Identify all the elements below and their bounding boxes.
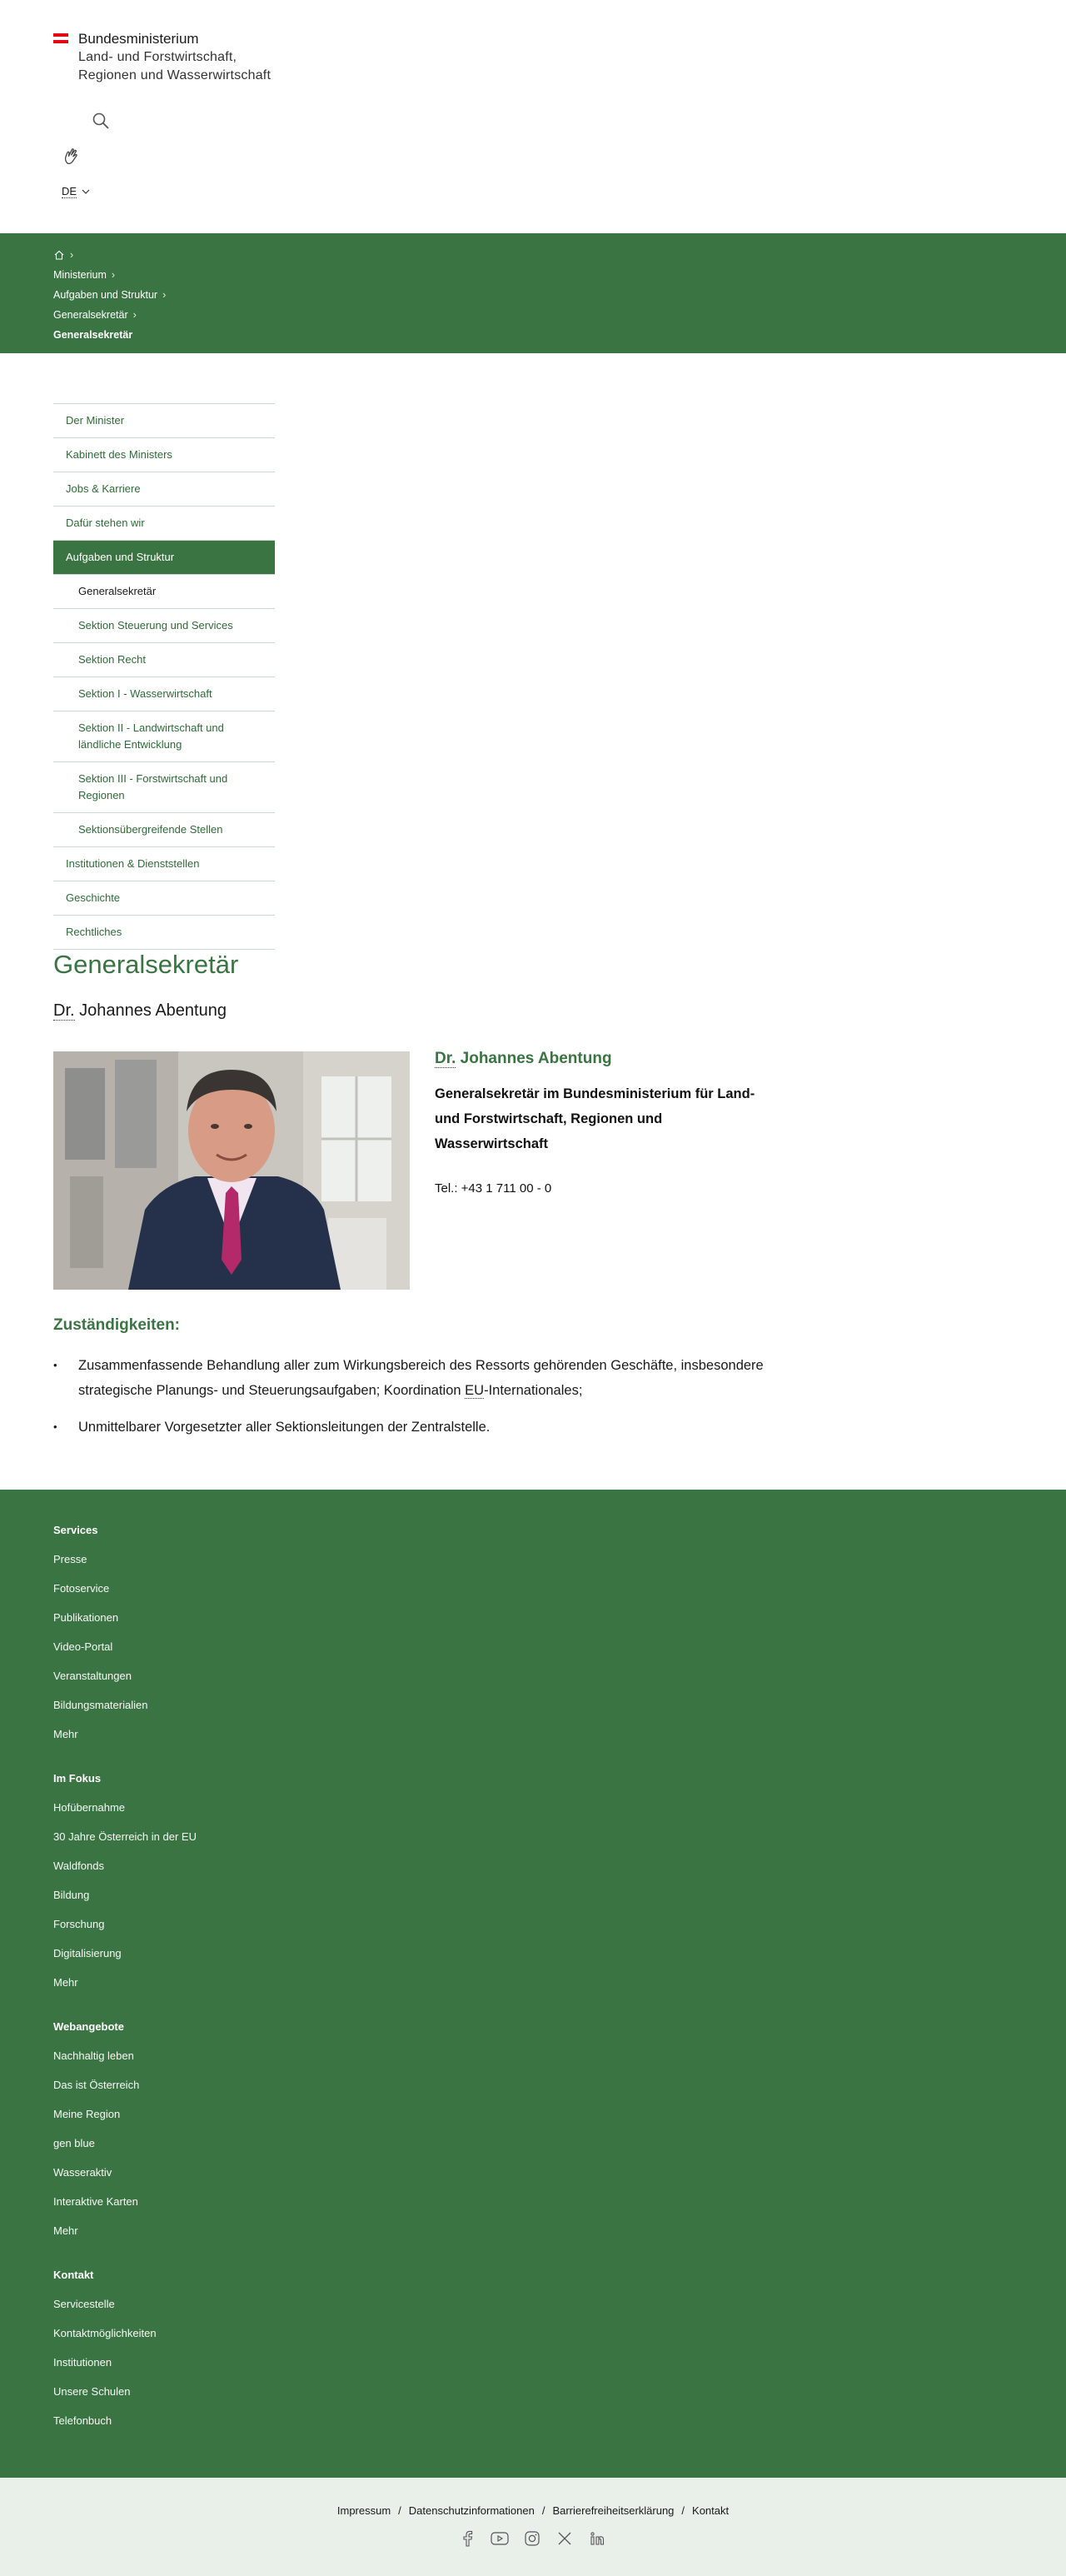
breadcrumb [0, 233, 1066, 353]
facebook-icon[interactable] [458, 2529, 476, 2548]
sidebar-item-sektion-3[interactable]: Sektion III - Forstwirtschaft und Regionen [53, 761, 275, 812]
footer-link[interactable]: Wasseraktiv [53, 2166, 112, 2179]
responsibilities-title: Zuständigkeiten: [53, 1316, 181, 1334]
footer-link[interactable]: Hofübernahme [53, 1801, 125, 1814]
footer-link[interactable]: Waldfonds [53, 1860, 104, 1872]
card-phone[interactable]: Tel.: +43 1 711 00 - 0 [435, 1181, 552, 1196]
legal-link-impressum[interactable]: Impressum [336, 2504, 391, 2517]
legal-link-kontakt[interactable]: Kontakt [692, 2504, 730, 2517]
footer-link[interactable]: Fotoservice [53, 1582, 110, 1595]
footer-webangebote [53, 2013, 139, 2245]
footer-kontakt [53, 2261, 157, 2435]
sidebar-nav [53, 403, 275, 950]
breadcrumb-item[interactable]: Ministerium › [53, 265, 1066, 285]
chevron-right-icon: › [70, 249, 74, 261]
sidebar-item-jobs[interactable]: Jobs & Karriere [53, 472, 275, 506]
footer-link[interactable]: Kontaktmöglichkeiten [53, 2327, 157, 2339]
person-card [435, 1050, 768, 1196]
footer-heading: Kontakt [53, 2269, 94, 2281]
footer-link[interactable]: Digitalisierung [53, 1947, 122, 1959]
breadcrumb-home[interactable] [53, 245, 1066, 265]
footer-link[interactable]: Nachhaltig leben [53, 2049, 134, 2062]
breadcrumb-item[interactable]: Aufgaben und Struktur › [53, 285, 1066, 305]
footer-heading: Webangebote [53, 2020, 124, 2033]
linkedin-icon[interactable] [588, 2529, 606, 2548]
footer-link[interactable]: Publikationen [53, 1611, 119, 1624]
sidebar-item-sektion-2[interactable]: Sektion II - Landwirtschaft und ländliche Entwicklung [53, 711, 275, 761]
list-item: • Zusammenfassende Behandlung aller zum Wirkungsbereich des Ressorts gehörenden Geschäfte, insbesondere strategische Planungs- und Steuerungsaufgaben; Koordination EU-Internationales; [53, 1353, 786, 1403]
footer-link[interactable]: 30 Jahre Österreich in der EU [53, 1830, 197, 1843]
footer-link[interactable]: Bildungsmaterialien [53, 1699, 148, 1711]
card-role: Generalsekretär im Bundesministerium für Land- und Forstwirtschaft, Regionen und Wasserwirtschaft [435, 1086, 755, 1151]
sidebar-item-dafuer-stehen-wir[interactable]: Dafür stehen wir [53, 506, 275, 540]
youtube-icon[interactable] [491, 2529, 509, 2548]
footer-im-fokus [53, 1765, 197, 1997]
portrait-photo [53, 1051, 410, 1290]
footer-services [53, 1516, 147, 1749]
footer-link[interactable]: Telefonbuch [53, 2414, 112, 2427]
footer-link[interactable]: Bildung [53, 1889, 90, 1901]
footer-link[interactable]: Presse [53, 1553, 87, 1565]
search-icon[interactable] [92, 112, 110, 130]
card-person-name: Dr. Johannes Abentung [435, 1050, 612, 1067]
breadcrumb-item[interactable]: Generalsekretär › [53, 305, 1066, 325]
title-abbreviation: Dr. [53, 1001, 75, 1020]
footer-link[interactable]: Veranstaltungen [53, 1670, 132, 1682]
chevron-right-icon: › [111, 269, 116, 281]
footer-link[interactable]: Institutionen [53, 2356, 112, 2369]
footer-link[interactable]: Mehr [53, 1728, 78, 1740]
card-title-abbreviation: Dr. [435, 1050, 456, 1067]
list-item: • Unmittelbarer Vorgesetzter aller Sektionsleitungen der Zentralstelle. [53, 1415, 786, 1440]
language-selector[interactable] [62, 185, 90, 198]
legal-link-barrierefreiheit[interactable]: Barrierefreiheitserklärung [552, 2504, 675, 2517]
person-name: Johannes Abentung [79, 1001, 227, 1020]
breadcrumb-current: Generalsekretär [53, 329, 133, 341]
footer-link[interactable]: Servicestelle [53, 2298, 115, 2310]
legal-links: Impressum / Datenschutzinformationen / Barrierefreiheitserklärung / Kontakt [336, 2504, 730, 2517]
footer-link[interactable]: Forschung [53, 1918, 105, 1930]
chevron-right-icon: › [162, 289, 167, 301]
chevron-down-icon [82, 189, 90, 194]
site-header [0, 0, 1066, 233]
footer-link[interactable]: Interaktive Karten [53, 2195, 138, 2208]
footer-heading: Im Fokus [53, 1772, 102, 1785]
sidebar-item-sektion-steuerung[interactable]: Sektion Steuerung und Services [53, 608, 275, 642]
social-links [458, 2529, 620, 2548]
chevron-right-icon: › [132, 309, 137, 321]
legal-bar [0, 2478, 1066, 2576]
footer-link[interactable]: Video-Portal [53, 1640, 113, 1653]
sidebar-item-institutionen[interactable]: Institutionen & Dienststellen [53, 846, 275, 881]
sidebar-item-aufgaben-und-struktur[interactable]: Aufgaben und Struktur [53, 540, 275, 574]
sidebar-item-sektion-1[interactable]: Sektion I - Wasserwirtschaft [53, 676, 275, 711]
x-twitter-icon[interactable] [555, 2529, 574, 2548]
footer-link[interactable]: Unsere Schulen [53, 2385, 131, 2398]
home-icon [53, 249, 65, 261]
site-footer [0, 1490, 1066, 2478]
sidebar-item-der-minister[interactable]: Der Minister [53, 403, 275, 437]
footer-link[interactable]: Mehr [53, 1976, 78, 1989]
footer-link[interactable]: Das ist Österreich [53, 2079, 140, 2091]
footer-link[interactable]: gen blue [53, 2137, 95, 2149]
ministry-logo[interactable] [53, 30, 271, 85]
ministry-name-line2: Land- und Forstwirtschaft, [78, 50, 237, 64]
footer-link[interactable]: Meine Region [53, 2108, 121, 2120]
legal-link-datenschutz[interactable]: Datenschutzinformationen [408, 2504, 535, 2517]
ministry-name-line1: Bundesministerium [78, 31, 199, 47]
language-code: DE [62, 185, 77, 197]
sidebar-item-kabinett[interactable]: Kabinett des Ministers [53, 437, 275, 472]
footer-heading: Services [53, 1524, 98, 1536]
sidebar-item-sektion-recht[interactable]: Sektion Recht [53, 642, 275, 676]
responsibilities-list [53, 1353, 786, 1451]
sidebar-item-rechtliches[interactable]: Rechtliches [53, 915, 275, 950]
ministry-name-line3: Regionen und Wasserwirtschaft [78, 68, 271, 82]
instagram-icon[interactable] [523, 2529, 541, 2548]
austria-flag-icon [53, 33, 68, 85]
person-subtitle [53, 1001, 227, 1021]
sidebar-item-geschichte[interactable]: Geschichte [53, 881, 275, 915]
sign-language-icon[interactable] [62, 147, 81, 167]
sidebar-item-sektionsuebergreifend[interactable]: Sektionsübergreifende Stellen [53, 812, 275, 846]
sidebar-item-generalsekretaer[interactable]: Generalsekretär [53, 574, 275, 608]
footer-link[interactable]: Mehr [53, 2224, 78, 2237]
page-title: Generalsekretär [53, 950, 239, 979]
eu-abbreviation: EU [465, 1383, 485, 1398]
